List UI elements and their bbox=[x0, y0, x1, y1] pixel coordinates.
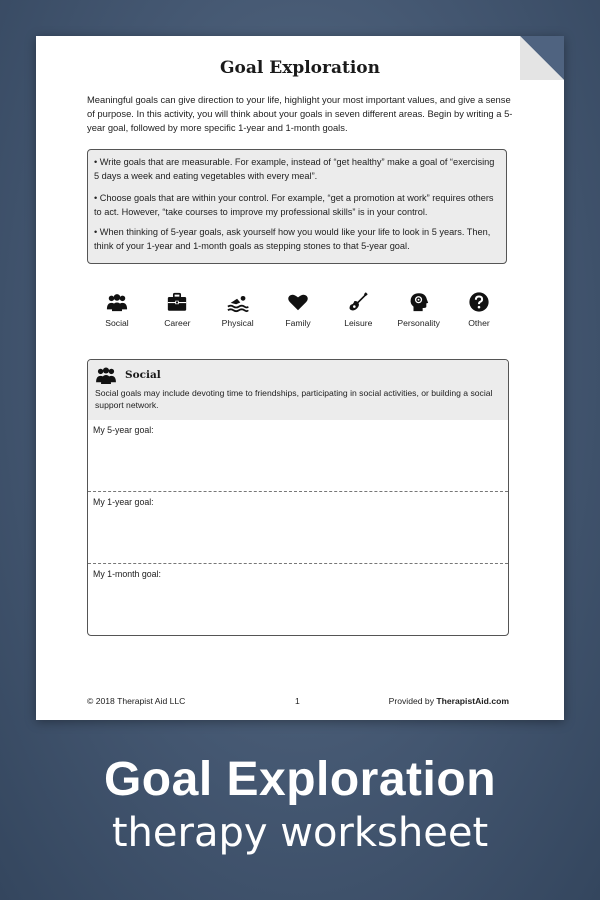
intro-paragraph: Meaningful goals can give direction to your life, highlight your most important values, and give a sense of purpose. In this activity, you will think about your goals in seven different areas. Begin by writing a 5-year goal, followed by more specific 1-year and 1-month goals. bbox=[87, 94, 513, 133]
provided-site: TherapistAid.com bbox=[436, 696, 509, 706]
banner-subtitle: therapy worksheet bbox=[111, 810, 489, 856]
category-label: Other bbox=[468, 318, 490, 328]
tip-measurable: • Write goals that are measurable. For example, instead of “get healthy” make a goal of “exercising 5 days a week and eating vegetables with every meal”. bbox=[94, 157, 495, 181]
category-physical bbox=[208, 291, 268, 331]
provided-by bbox=[389, 696, 509, 706]
one-month-goal-field[interactable] bbox=[88, 564, 508, 636]
worksheet-title: Goal Exploration bbox=[219, 58, 380, 78]
briefcase-icon bbox=[166, 291, 188, 313]
category-personality bbox=[389, 291, 449, 331]
category-other bbox=[449, 291, 509, 331]
category-label: Family bbox=[285, 318, 311, 328]
goal-label: My 5-year goal: bbox=[93, 425, 154, 435]
goal-label: My 1-month goal: bbox=[93, 569, 161, 579]
tip-five-year: • When thinking of 5-year goals, ask yourself how you would like your life to look in 5 years. Then, think of your 1-year and 1-month goals as stepping stones to that 5-year goal. bbox=[94, 227, 491, 251]
people-icon bbox=[106, 291, 128, 313]
section-header bbox=[88, 360, 508, 420]
heart-icon bbox=[287, 291, 309, 313]
section-title: Social bbox=[125, 369, 161, 381]
category-label: Physical bbox=[221, 318, 254, 328]
provided-prefix: Provided by bbox=[388, 696, 435, 706]
tip-control: • Choose goals that are within your control. For example, “get a promotion at work” requires others to act. However, “take courses to improve my professional skills” is in your control. bbox=[94, 193, 494, 217]
people-icon bbox=[95, 366, 117, 384]
swimmer-icon bbox=[227, 291, 249, 313]
guitar-icon bbox=[347, 291, 369, 313]
copyright-text: © 2018 Therapist Aid LLC bbox=[87, 696, 186, 706]
worksheet-page bbox=[36, 36, 564, 720]
category-label: Leisure bbox=[344, 318, 373, 328]
page-footer bbox=[87, 696, 509, 706]
category-label: Social bbox=[105, 318, 129, 328]
one-year-goal-field[interactable] bbox=[88, 492, 508, 564]
category-label: Personality bbox=[397, 318, 440, 328]
goal-label: My 1-year goal: bbox=[93, 497, 154, 507]
category-career bbox=[147, 291, 207, 331]
tips-box bbox=[87, 149, 507, 264]
category-icons-row bbox=[87, 291, 509, 331]
section-description: Social goals may include devoting time to friendships, participating in social activities, or building a social support network. bbox=[95, 388, 493, 410]
page-number: 1 bbox=[295, 696, 300, 706]
question-icon bbox=[468, 291, 490, 313]
head-icon bbox=[408, 291, 430, 313]
category-leisure bbox=[328, 291, 388, 331]
category-social bbox=[87, 291, 147, 331]
banner-title: Goal Exploration bbox=[103, 753, 497, 806]
five-year-goal-field[interactable] bbox=[88, 420, 508, 492]
social-section bbox=[87, 359, 509, 636]
category-family bbox=[268, 291, 328, 331]
category-label: Career bbox=[164, 318, 191, 328]
